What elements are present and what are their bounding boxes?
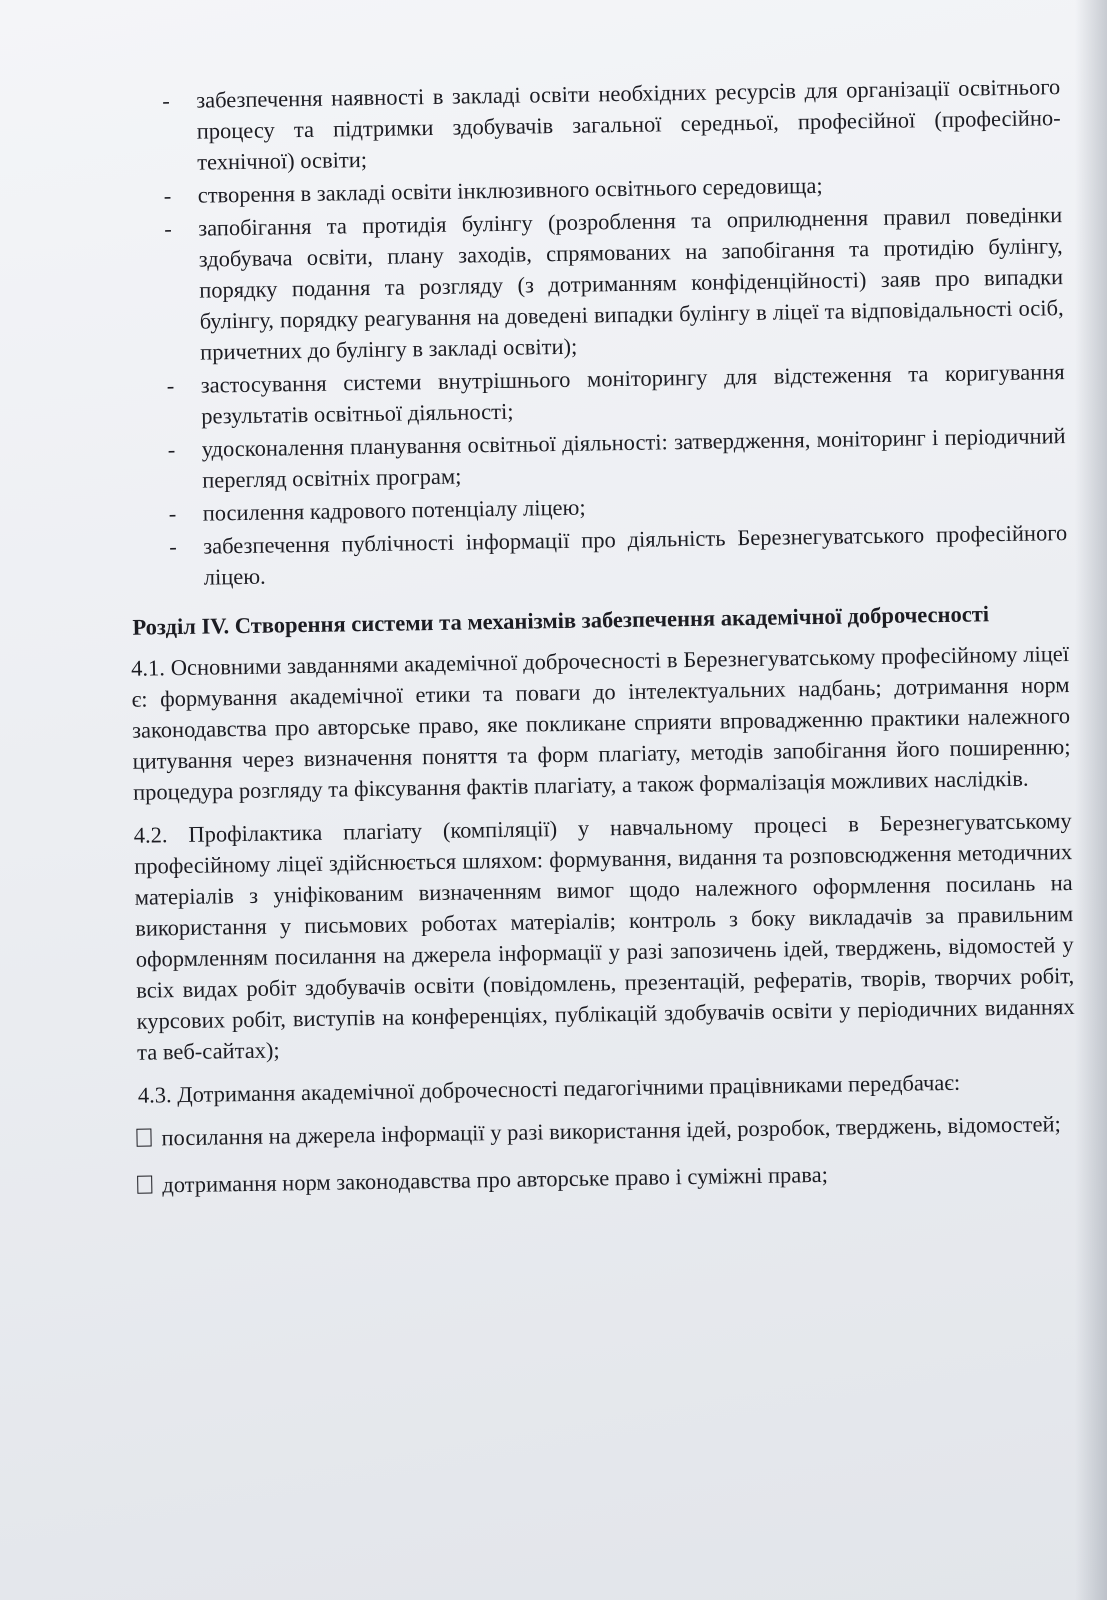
paragraph-4-3: 4.3. Дотримання академічної доброчесності педагогічними працівниками передбачає: [137,1069,961,1108]
bullet-dash: - [164,216,172,242]
section-heading: Розділ IV. Створення системи та механізмів забезпечення академічної доброчесності [132,601,990,640]
checklist-item: посилання на джерела інформації у разі використання ідей, розробок, тверджень, відомостей; [136,1108,1076,1154]
bullet-dash: - [163,183,172,209]
list-item: - запобігання та протидія булінгу (розроблення та оприлюднення правил поведінки здобувача освіти, плану заходів, спрямованих на запобігання та протидію булінгу, порядку подання та розгляду (з дотриманням конфіденційності) заяв про випадки булінгу, порядку реагування на доведені випадки булінгу в ліцеї та відповідальності осіб, причетних до булінгу в закладі освіти); [164,202,1064,365]
bullet-dash: - [162,88,170,114]
bullet-dash: - [169,534,177,560]
document-text [112,71,1078,1217]
checkbox-square-icon [137,1176,152,1194]
bullet-dash: - [166,373,175,399]
checkbox-square-icon [136,1129,151,1147]
page-edge-shadow [1075,0,1107,1600]
bullet-dash: - [167,437,176,463]
bullet-list [162,71,1068,593]
list-item: - посилення кадрового потенціалу ліцею; [168,484,1066,529]
paragraph-4-1: 4.1. Основними завданнями академічної доброчесності в Березнегуватському професійному ліцеї є: формування академічної етики та поваги до інтелектуальних надбань; дотримання норм законодавства про авторське право, яке покликане сприяти впровадженню практики належного цитування через визначення поняття та форм плагіату, методів запобігання його поширенню; процедура розгляду та фіксування фактів плагіату, а також формалізація можливих наслідків. [130,641,1071,805]
list-item: - удосконалення планування освітньої діяльності: затвердження, моніторинг і періодичний перегляд освітніх програм; [167,423,1066,493]
list-item: - забезпечення наявності в закладі освіти необхідних ресурсів для організації освітнього процесу та підтримки здобувачів загальної середньої, професійної (професійно-технічної) освіти; [162,74,1061,175]
paragraph-4-2: 4.2. Профілактика плагіату (компіляції) у навчальному процесі в Березнегуватському професійному ліцеї здійснюється шляхом: формування, видання та розповсюдження методичних матеріалів з уніфікованим визначенням вимог щодо належного оформлення посилань на використання у письмових роботах матеріалів; контроль з боку викладачів за правильним оформленням посилання на джерела інформації у разі запозичень ідей, тверджень, відомостей у всіх видах робіт здобувачів освіти (повідомлень, презентацій, рефератів, творів, творчих робіт, курсових робіт, виступів на конференціях, публікацій здобувачів освіти у періодичних виданнях та веб-сайтах); [133,808,1075,1065]
bullet-dash: - [168,501,177,527]
checklist-item: дотримання норм законодавства про авторське право і суміжні права; [137,1155,1077,1201]
list-item: - застосування системи внутрішнього моніторингу для відстеження та коригування результатів освітньої діяльності; [166,359,1065,429]
list-item: - забезпечення публічності інформації про діяльність Березнегуватського професійного ліцею. [169,520,1068,590]
list-item: - створення в закладі освіти інклюзивного освітнього середовища; [163,166,1061,211]
